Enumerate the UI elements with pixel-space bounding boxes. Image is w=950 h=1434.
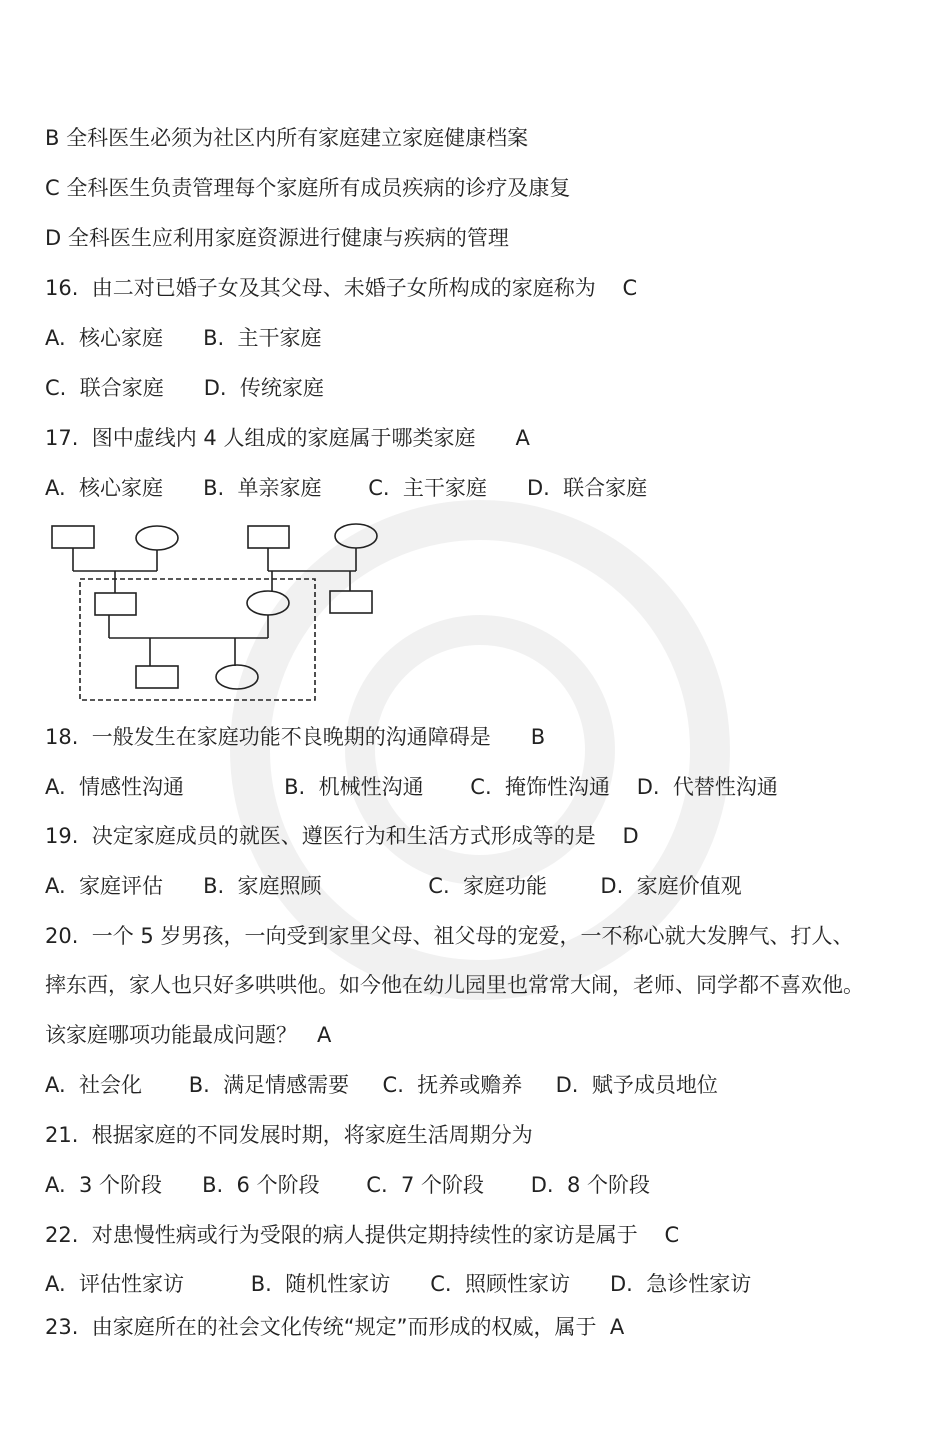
grandmother-1-circle [136, 526, 178, 550]
question-20-options: A. 社会化 B. 满足情感需要 C. 抚养或赡养 D. 赋予成员地位 [45, 1073, 718, 1097]
grandfather-1-square [52, 526, 94, 548]
question-19: 19. 决定家庭成员的就医、遵医行为和生活方式形成等的是 D [45, 824, 639, 848]
mother-circle [247, 591, 289, 615]
uncle-square [330, 591, 372, 613]
question-20-line-1: 20. 一个 5 岁男孩，一向受到家里父母、祖父母的宠爱，一不称心就大发脾气、打人、 [45, 924, 854, 948]
question-15-option-c: C 全科医生负责管理每个家庭所有成员疾病的诊疗及康复 [45, 176, 571, 200]
grandmother-2-circle [335, 524, 377, 548]
son-square [136, 666, 178, 688]
question-16: 16. 由二对已婚子女及其父母、未婚子女所构成的家庭称为 C [45, 276, 638, 300]
question-22: 22. 对患慢性病或行为受限的病人提供定期持续性的家访是属于 C [45, 1223, 680, 1247]
question-17-options: A. 核心家庭 B. 单亲家庭 C. 主干家庭 D. 联合家庭 [45, 476, 648, 500]
father-square [95, 593, 136, 615]
question-21: 21. 根据家庭的不同发展时期，将家庭生活周期分为 [45, 1123, 533, 1147]
daughter-circle [216, 665, 258, 689]
question-20-line-3: 该家庭哪项功能最成问题？ A [45, 1023, 332, 1047]
question-21-options: A. 3 个阶段 B. 6 个阶段 C. 7 个阶段 D. 8 个阶段 [45, 1173, 650, 1197]
question-17: 17. 图中虚线内 4 人组成的家庭属于哪类家庭 A [45, 426, 530, 450]
question-20-line-2: 摔东西，家人也只好多哄哄他。如今他在幼儿园里也常常大闹，老师、同学都不喜欢他。 [45, 973, 864, 997]
question-18: 18. 一般发生在家庭功能不良晚期的沟通障碍是 B [45, 725, 546, 749]
nuclear-family-dashed-box [80, 579, 315, 700]
question-19-options: A. 家庭评估 B. 家庭照顾 C. 家庭功能 D. 家庭价值观 [45, 874, 742, 898]
question-23: 23. 由家庭所在的社会文化传统“规定”而形成的权威，属于 A [45, 1315, 625, 1339]
question-18-options: A. 情感性沟通 B. 机械性沟通 C. 掩饰性沟通 D. 代替性沟通 [45, 775, 778, 799]
question-16-options-ab: A. 核心家庭 B. 主干家庭 [45, 326, 322, 350]
grandfather-2-square [248, 526, 289, 548]
question-22-options: A. 评估性家访 B. 随机性家访 C. 照顾性家访 D. 急诊性家访 [45, 1272, 752, 1296]
question-16-options-cd: C. 联合家庭 D. 传统家庭 [45, 376, 324, 400]
family-genogram [40, 515, 390, 705]
question-15-option-d: D 全科医生应利用家庭资源进行健康与疾病的管理 [45, 226, 509, 250]
question-15-option-b: B 全科医生必须为社区内所有家庭建立家庭健康档案 [45, 126, 529, 150]
